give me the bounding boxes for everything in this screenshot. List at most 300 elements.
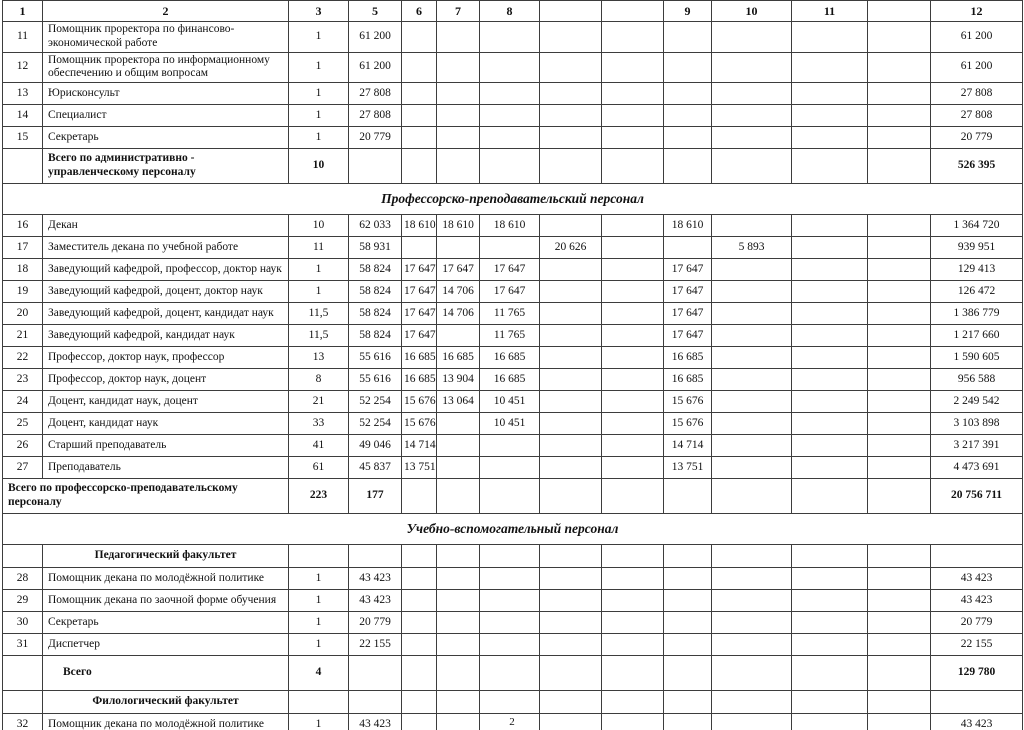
value-cell: 956 588: [931, 369, 1023, 391]
value-cell: [402, 127, 437, 149]
value-cell: [540, 281, 602, 303]
value-cell: [868, 634, 931, 656]
row-number-cell: 12: [3, 52, 43, 83]
value-cell: 939 951: [931, 237, 1023, 259]
value-cell: [480, 479, 540, 514]
value-cell: 11,5: [289, 325, 349, 347]
column-header-cell: [602, 1, 664, 22]
value-cell: [931, 545, 1023, 568]
value-cell: 18 610: [664, 215, 712, 237]
value-cell: [792, 149, 868, 184]
value-cell: [437, 413, 480, 435]
value-cell: [712, 479, 792, 514]
value-cell: [792, 391, 868, 413]
section-title-row: [3, 514, 1023, 545]
value-cell: [289, 545, 349, 568]
value-cell: [602, 413, 664, 435]
row-number-cell: 20: [3, 303, 43, 325]
value-cell: [480, 237, 540, 259]
table-row: [3, 435, 1023, 457]
value-cell: [868, 413, 931, 435]
value-cell: [868, 347, 931, 369]
value-cell: [868, 281, 931, 303]
value-cell: 126 472: [931, 281, 1023, 303]
value-cell: [437, 590, 480, 612]
value-cell: 13: [289, 347, 349, 369]
value-cell: [868, 22, 931, 53]
value-cell: [402, 105, 437, 127]
position-name-cell: Доцент, кандидат наук: [43, 413, 289, 435]
table-row: [3, 590, 1023, 612]
value-cell: 11,5: [289, 303, 349, 325]
value-cell: [868, 127, 931, 149]
position-name-cell: Заведующий кафедрой, доцент, кандидат наук: [43, 303, 289, 325]
value-cell: [602, 435, 664, 457]
value-cell: 18 610: [480, 215, 540, 237]
table-row: [3, 413, 1023, 435]
value-cell: [868, 457, 931, 479]
value-cell: 10: [289, 215, 349, 237]
value-cell: [540, 691, 602, 714]
value-cell: [540, 612, 602, 634]
value-cell: [540, 568, 602, 590]
value-cell: 14 714: [664, 435, 712, 457]
value-cell: 1: [289, 22, 349, 53]
value-cell: 20 626: [540, 237, 602, 259]
value-cell: [602, 391, 664, 413]
value-cell: [402, 612, 437, 634]
position-name-cell: Помощник проректора по финансово-экономической работе: [43, 22, 289, 53]
value-cell: 1: [289, 127, 349, 149]
row-number-cell: [3, 545, 43, 568]
value-cell: [712, 568, 792, 590]
page-number: 2: [509, 716, 515, 728]
value-cell: 43 423: [349, 714, 402, 730]
value-cell: [602, 691, 664, 714]
value-cell: 16 685: [437, 347, 480, 369]
position-name-cell: Юрисконсульт: [43, 83, 289, 105]
value-cell: 1: [289, 281, 349, 303]
table-row: [3, 83, 1023, 105]
value-cell: [480, 149, 540, 184]
value-cell: 17 647: [402, 281, 437, 303]
table-row: [3, 391, 1023, 413]
row-number-cell: 29: [3, 590, 43, 612]
value-cell: [792, 22, 868, 53]
value-cell: [664, 127, 712, 149]
position-name-cell: Преподаватель: [43, 457, 289, 479]
value-cell: [868, 325, 931, 347]
value-cell: 8: [289, 369, 349, 391]
value-cell: [480, 545, 540, 568]
column-header-cell: 1: [3, 1, 43, 22]
table-row: [3, 369, 1023, 391]
value-cell: [868, 545, 931, 568]
value-cell: 11: [289, 237, 349, 259]
table-row: [3, 457, 1023, 479]
value-cell: [402, 479, 437, 514]
value-cell: [602, 545, 664, 568]
value-cell: [349, 545, 402, 568]
row-number-cell: 22: [3, 347, 43, 369]
value-cell: 3 103 898: [931, 413, 1023, 435]
row-number-cell: 25: [3, 413, 43, 435]
value-cell: [868, 303, 931, 325]
section-title-row: [3, 184, 1023, 215]
value-cell: [540, 83, 602, 105]
value-cell: [712, 127, 792, 149]
value-cell: 61 200: [931, 22, 1023, 53]
value-cell: [480, 656, 540, 691]
position-name-cell: Помощник декана по заочной форме обучения: [43, 590, 289, 612]
value-cell: 4: [289, 656, 349, 691]
row-number-cell: 13: [3, 83, 43, 105]
value-cell: 17 647: [664, 325, 712, 347]
value-cell: 58 824: [349, 325, 402, 347]
value-cell: [602, 303, 664, 325]
position-name-cell: Помощник декана по молодёжной политике: [43, 714, 289, 730]
value-cell: 2 249 542: [931, 391, 1023, 413]
row-number-cell: 23: [3, 369, 43, 391]
value-cell: 17 647: [664, 259, 712, 281]
row-number-cell: [3, 656, 43, 691]
value-cell: [792, 52, 868, 83]
value-cell: 1: [289, 612, 349, 634]
value-cell: [664, 237, 712, 259]
value-cell: 15 676: [402, 391, 437, 413]
column-header-row: [3, 1, 1023, 22]
value-cell: 61 200: [349, 22, 402, 53]
table-row: [3, 259, 1023, 281]
value-cell: [792, 634, 868, 656]
value-cell: [540, 22, 602, 53]
table-row: [3, 52, 1023, 83]
value-cell: [868, 391, 931, 413]
value-cell: [349, 656, 402, 691]
table-row: [3, 149, 1023, 184]
value-cell: 45 837: [349, 457, 402, 479]
value-cell: 16 685: [480, 369, 540, 391]
table-row: [3, 105, 1023, 127]
value-cell: 16 685: [664, 347, 712, 369]
table-row: [3, 479, 1023, 514]
value-cell: [289, 691, 349, 714]
value-cell: [402, 691, 437, 714]
value-cell: 4 473 691: [931, 457, 1023, 479]
value-cell: [868, 237, 931, 259]
section-title-cell: Учебно-вспомогательный персонал: [3, 514, 1023, 545]
value-cell: 18 610: [437, 215, 480, 237]
value-cell: [712, 105, 792, 127]
value-cell: [664, 149, 712, 184]
value-cell: 22 155: [931, 634, 1023, 656]
value-cell: [868, 612, 931, 634]
position-name-cell: Всего: [43, 656, 289, 691]
value-cell: [792, 325, 868, 347]
value-cell: [792, 656, 868, 691]
value-cell: 14 706: [437, 281, 480, 303]
value-cell: [664, 545, 712, 568]
value-cell: [712, 413, 792, 435]
value-cell: 58 824: [349, 303, 402, 325]
position-name-cell: Доцент, кандидат наук, доцент: [43, 391, 289, 413]
value-cell: [792, 259, 868, 281]
value-cell: [540, 52, 602, 83]
value-cell: 27 808: [349, 83, 402, 105]
value-cell: [712, 545, 792, 568]
value-cell: [540, 457, 602, 479]
value-cell: [712, 634, 792, 656]
value-cell: [402, 545, 437, 568]
row-number-cell: 19: [3, 281, 43, 303]
value-cell: 17 647: [437, 259, 480, 281]
value-cell: 27 808: [931, 83, 1023, 105]
column-header-cell: 10: [712, 1, 792, 22]
value-cell: [540, 325, 602, 347]
value-cell: 14 714: [402, 435, 437, 457]
value-cell: 58 824: [349, 259, 402, 281]
column-header-cell: 12: [931, 1, 1023, 22]
value-cell: [792, 369, 868, 391]
value-cell: 21: [289, 391, 349, 413]
value-cell: [402, 568, 437, 590]
value-cell: [437, 149, 480, 184]
value-cell: [712, 149, 792, 184]
value-cell: [602, 347, 664, 369]
value-cell: 1: [289, 259, 349, 281]
row-number-cell: 17: [3, 237, 43, 259]
value-cell: [602, 83, 664, 105]
value-cell: 13 064: [437, 391, 480, 413]
value-cell: [712, 656, 792, 691]
value-cell: [792, 215, 868, 237]
value-cell: [931, 691, 1023, 714]
position-name-cell: Старший преподаватель: [43, 435, 289, 457]
value-cell: 129 780: [931, 656, 1023, 691]
value-cell: [712, 435, 792, 457]
column-header-cell: [540, 1, 602, 22]
value-cell: 129 413: [931, 259, 1023, 281]
value-cell: [602, 52, 664, 83]
value-cell: [540, 391, 602, 413]
value-cell: [602, 325, 664, 347]
value-cell: [602, 259, 664, 281]
row-number-cell: 31: [3, 634, 43, 656]
position-name-cell: Помощник проректора по информационному обеспечению и общим вопросам: [43, 52, 289, 83]
row-number-cell: 32: [3, 714, 43, 730]
value-cell: [402, 590, 437, 612]
position-name-cell: Заведующий кафедрой, профессор, доктор наук: [43, 259, 289, 281]
value-cell: [868, 369, 931, 391]
table-row: [3, 568, 1023, 590]
value-cell: [712, 52, 792, 83]
value-cell: 52 254: [349, 413, 402, 435]
value-cell: [868, 52, 931, 83]
column-header-cell: 3: [289, 1, 349, 22]
value-cell: [437, 656, 480, 691]
table-row: [3, 656, 1023, 691]
value-cell: [792, 303, 868, 325]
value-cell: [437, 457, 480, 479]
value-cell: 43 423: [349, 568, 402, 590]
value-cell: [540, 215, 602, 237]
value-cell: [540, 590, 602, 612]
value-cell: [664, 52, 712, 83]
value-cell: [602, 590, 664, 612]
value-cell: 16 685: [402, 369, 437, 391]
value-cell: [402, 237, 437, 259]
value-cell: 58 931: [349, 237, 402, 259]
value-cell: 17 647: [402, 325, 437, 347]
value-cell: [402, 52, 437, 83]
value-cell: [602, 22, 664, 53]
section-title-cell: Профессорско-преподавательский персонал: [3, 184, 1023, 215]
value-cell: [540, 479, 602, 514]
value-cell: [437, 545, 480, 568]
value-cell: 1: [289, 568, 349, 590]
value-cell: 61 200: [349, 52, 402, 83]
value-cell: [664, 656, 712, 691]
value-cell: [480, 691, 540, 714]
value-cell: [540, 303, 602, 325]
position-name-cell: Секретарь: [43, 612, 289, 634]
value-cell: [868, 590, 931, 612]
value-cell: [792, 612, 868, 634]
position-name-cell: Всего по профессорско-преподавательскому персоналу: [3, 479, 289, 514]
value-cell: [712, 457, 792, 479]
value-cell: [437, 479, 480, 514]
value-cell: [540, 545, 602, 568]
row-number-cell: 24: [3, 391, 43, 413]
value-cell: [437, 83, 480, 105]
value-cell: [868, 435, 931, 457]
row-number-cell: 27: [3, 457, 43, 479]
value-cell: [792, 281, 868, 303]
value-cell: [792, 105, 868, 127]
value-cell: 10 451: [480, 391, 540, 413]
value-cell: 61 200: [931, 52, 1023, 83]
value-cell: 17 647: [480, 259, 540, 281]
value-cell: [540, 127, 602, 149]
value-cell: [792, 545, 868, 568]
value-cell: 22 155: [349, 634, 402, 656]
value-cell: 20 779: [931, 127, 1023, 149]
value-cell: 1: [289, 52, 349, 83]
value-cell: [712, 303, 792, 325]
column-header-cell: 2: [43, 1, 289, 22]
value-cell: 58 824: [349, 281, 402, 303]
value-cell: 61: [289, 457, 349, 479]
value-cell: 27 808: [931, 105, 1023, 127]
value-cell: [402, 656, 437, 691]
value-cell: [792, 347, 868, 369]
table-row: [3, 634, 1023, 656]
value-cell: [664, 105, 712, 127]
value-cell: [792, 413, 868, 435]
column-header-cell: 9: [664, 1, 712, 22]
value-cell: [792, 435, 868, 457]
value-cell: 62 033: [349, 215, 402, 237]
row-number-cell: 28: [3, 568, 43, 590]
value-cell: [437, 105, 480, 127]
value-cell: [712, 281, 792, 303]
value-cell: 13 751: [402, 457, 437, 479]
value-cell: [602, 215, 664, 237]
value-cell: [712, 612, 792, 634]
value-cell: 14 706: [437, 303, 480, 325]
value-cell: [712, 325, 792, 347]
staffing-table-body: [3, 1, 1023, 730]
value-cell: [868, 83, 931, 105]
value-cell: [792, 83, 868, 105]
row-number-cell: 30: [3, 612, 43, 634]
value-cell: [437, 691, 480, 714]
column-header-cell: 11: [792, 1, 868, 22]
value-cell: 1: [289, 714, 349, 730]
value-cell: [868, 568, 931, 590]
value-cell: 20 756 711: [931, 479, 1023, 514]
staffing-table: [2, 0, 1023, 730]
row-number-cell: 21: [3, 325, 43, 347]
row-number-cell: [3, 691, 43, 714]
value-cell: 15 676: [664, 413, 712, 435]
value-cell: 1: [289, 83, 349, 105]
value-cell: [480, 52, 540, 83]
value-cell: 20 779: [931, 612, 1023, 634]
position-name-cell: Заместитель декана по учебной работе: [43, 237, 289, 259]
position-name-cell: Всего по административно - управленческому персоналу: [43, 149, 289, 184]
value-cell: [712, 83, 792, 105]
value-cell: [712, 259, 792, 281]
value-cell: [712, 22, 792, 53]
value-cell: [868, 656, 931, 691]
value-cell: 1: [289, 634, 349, 656]
value-cell: [402, 149, 437, 184]
value-cell: [480, 568, 540, 590]
value-cell: [602, 568, 664, 590]
value-cell: [437, 237, 480, 259]
value-cell: [664, 612, 712, 634]
value-cell: [480, 83, 540, 105]
value-cell: [868, 479, 931, 514]
value-cell: [602, 457, 664, 479]
value-cell: [437, 22, 480, 53]
value-cell: [712, 590, 792, 612]
value-cell: 1: [289, 105, 349, 127]
value-cell: [480, 127, 540, 149]
value-cell: 55 616: [349, 347, 402, 369]
position-name-cell: Педагогический факультет: [43, 545, 289, 568]
table-row: [3, 22, 1023, 53]
value-cell: 1 590 605: [931, 347, 1023, 369]
row-number-cell: 11: [3, 22, 43, 53]
value-cell: [540, 149, 602, 184]
value-cell: [437, 612, 480, 634]
position-name-cell: Заведующий кафедрой, кандидат наук: [43, 325, 289, 347]
value-cell: [540, 369, 602, 391]
value-cell: 16 685: [480, 347, 540, 369]
value-cell: 49 046: [349, 435, 402, 457]
value-cell: 17 647: [480, 281, 540, 303]
value-cell: [712, 347, 792, 369]
value-cell: [402, 634, 437, 656]
table-row: [3, 325, 1023, 347]
value-cell: 20 779: [349, 612, 402, 634]
value-cell: [437, 568, 480, 590]
value-cell: 10: [289, 149, 349, 184]
value-cell: [664, 691, 712, 714]
value-cell: 43 423: [931, 568, 1023, 590]
